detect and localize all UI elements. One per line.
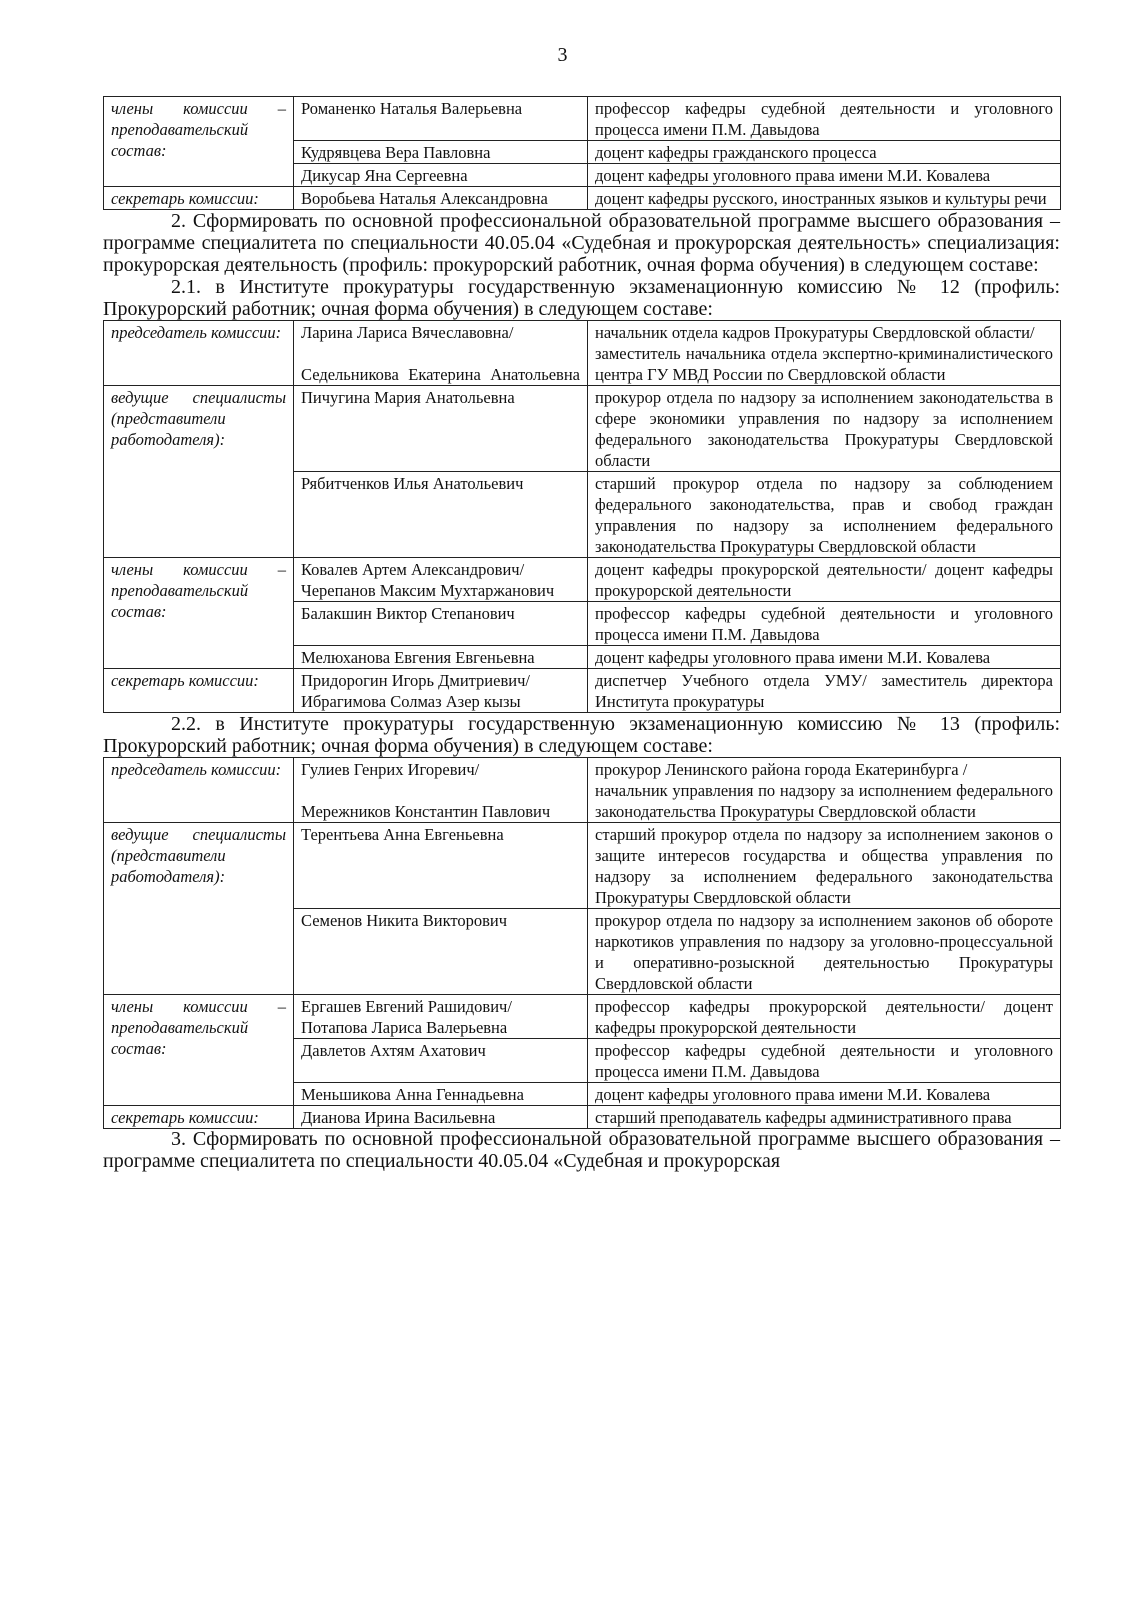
position-cell: прокурор отдела по надзору за исполнением законодательства в сфере экономики управления по надзору за исполнением федерального законодательства Прокуратуры Свердловской области (588, 386, 1061, 472)
table-row (104, 386, 1061, 472)
name-cell: Давлетов Ахтям Ахатович (294, 1039, 588, 1083)
commission-13-table (103, 757, 1061, 1129)
name-cell: Дикусар Яна Сергеевна (294, 164, 588, 187)
name-cell: Рябитченков Илья Анатольевич (294, 472, 588, 558)
role-cell: члены комиссии – преподавательский состав: (104, 995, 294, 1106)
role-cell: ведущие специалисты (представители работодателя): (104, 386, 294, 558)
role-cell: секретарь комиссии: (104, 669, 294, 713)
name-cell: Кудрявцева Вера Павловна (294, 141, 588, 164)
position-cell: диспетчер Учебного отдела УМУ/ заместитель директора Института прокуратуры (588, 669, 1061, 713)
chairman-name-primary: Гулиев Генрих Игоревич/ (301, 760, 480, 779)
position-cell: старший прокурор отдела по надзору за соблюдением федерального законодательства, прав и свобод граждан управления по надзору за исполнением федерального законодательства Прокуратуры Свердловской области (588, 472, 1061, 558)
name-cell: Мелюханова Евгения Евгеньевна (294, 646, 588, 669)
name-cell: Дианова Ирина Васильевна (294, 1106, 588, 1129)
position-cell: профессор кафедры прокурорской деятельности/ доцент кафедры прокурорской деятельности (588, 995, 1061, 1039)
chairman-name-primary: Ларина Лариса Вячеславовна/ (301, 323, 514, 342)
name-cell (294, 321, 588, 386)
table-row (104, 995, 1061, 1039)
table-row (104, 758, 1061, 823)
paragraph-2-1: 2.1. в Институте прокуратуры государственную экзаменационную комиссию № 12 (профиль: Прокурорский работник; очная форма обучения) в следующем составе: (103, 276, 1060, 320)
position-cell (588, 321, 1061, 386)
position-cell: доцент кафедры русского, иностранных языков и культуры речи (588, 187, 1061, 210)
name-cell: Ковалев Артем Александрович/ Черепанов Максим Мухтаржанович (294, 558, 588, 602)
document-body (103, 96, 1060, 1172)
table-row (104, 187, 1061, 210)
position-cell: доцент кафедры гражданского процесса (588, 141, 1061, 164)
position-cell: старший прокурор отдела по надзору за исполнением законов о защите интересов государства и общества управления по надзору за исполнением федерального законодательства Прокуратуры Свердловской области (588, 823, 1061, 909)
role-cell: члены комиссии – преподавательский состав: (104, 558, 294, 669)
position-cell: доцент кафедры прокурорской деятельности/ доцент кафедры прокурорской деятельности (588, 558, 1061, 602)
position-cell: профессор кафедры судебной деятельности и уголовного процесса имени П.М. Давыдова (588, 97, 1061, 141)
table-row (104, 558, 1061, 602)
name-cell (294, 758, 588, 823)
commission-table-continued (103, 96, 1061, 210)
table-row (104, 97, 1061, 141)
role-cell: председатель комиссии: (104, 321, 294, 386)
table-row (104, 321, 1061, 386)
position-cell: профессор кафедры судебной деятельности и уголовного процесса имени П.М. Давыдова (588, 602, 1061, 646)
role-cell: секретарь комиссии: (104, 187, 294, 210)
chairman-position-primary: начальник отдела кадров Прокуратуры Свердловской области/ (595, 323, 1035, 342)
name-cell: Балакшин Виктор Степанович (294, 602, 588, 646)
position-cell: доцент кафедры уголовного права имени М.И. Ковалева (588, 646, 1061, 669)
role-cell: секретарь комиссии: (104, 1106, 294, 1129)
position-cell: доцент кафедры уголовного права имени М.И. Ковалева (588, 164, 1061, 187)
chairman-position-alternate: начальник управления по надзору за исполнением федерального законодательства Прокуратуры Свердловской области (595, 781, 1053, 821)
page-number: 3 (557, 44, 568, 66)
name-cell: Терентьева Анна Евгеньевна (294, 823, 588, 909)
chairman-name-alternate: Мережников Константин Павлович (301, 802, 551, 821)
chairman-position-primary: прокурор Ленинского района города Екатеринбурга / (595, 760, 968, 779)
chairman-name-alternate: Седельникова Екатерина Анатольевна (301, 365, 580, 384)
name-cell: Меньшикова Анна Геннадьевна (294, 1083, 588, 1106)
name-cell: Пичугина Мария Анатольевна (294, 386, 588, 472)
table-row (104, 669, 1061, 713)
role-cell: ведущие специалисты (представители работодателя): (104, 823, 294, 995)
name-cell: Семенов Никита Викторович (294, 909, 588, 995)
commission-12-table (103, 320, 1061, 713)
role-cell: члены комиссии – преподавательский состав: (104, 97, 294, 187)
paragraph-2-2: 2.2. в Институте прокуратуры государственную экзаменационную комиссию № 13 (профиль: Прокурорский работник; очная форма обучения) в следующем составе: (103, 713, 1060, 757)
chairman-position-alternate: заместитель начальника отдела экспертно-криминалистического центра ГУ МВД России по Свердловской области (595, 344, 1053, 384)
name-cell: Воробьева Наталья Александровна (294, 187, 588, 210)
position-cell: старший преподаватель кафедры административного права (588, 1106, 1061, 1129)
position-cell: профессор кафедры судебной деятельности и уголовного процесса имени П.М. Давыдова (588, 1039, 1061, 1083)
role-cell: председатель комиссии: (104, 758, 294, 823)
paragraph-3: 3. Сформировать по основной профессиональной образовательной программе высшего образования – программе специалитета по специальности 40.05.04 «Судебная и прокурорская (103, 1128, 1060, 1172)
table-row (104, 1106, 1061, 1129)
name-cell: Ергашев Евгений Рашидович/ Потапова Лариса Валерьевна (294, 995, 588, 1039)
position-cell (588, 758, 1061, 823)
position-cell: доцент кафедры уголовного права имени М.И. Ковалева (588, 1083, 1061, 1106)
position-cell: прокурор отдела по надзору за исполнением законов об обороте наркотиков управления по надзору за уголовно-процессуальной и оперативно-розыскной деятельностью Прокуратуры Свердловской области (588, 909, 1061, 995)
name-cell: Романенко Наталья Валерьевна (294, 97, 588, 141)
table-row (104, 823, 1061, 909)
name-cell: Придорогин Игорь Дмитриевич/ Ибрагимова Солмаз Азер кызы (294, 669, 588, 713)
paragraph-2: 2. Сформировать по основной профессиональной образовательной программе высшего образования – программе специалитета по специальности 40.05.04 «Судебная и прокурорская деятельность» специализация: прокурорская деятельность (профиль: прокурорский работник, очная форма обучения) в следующем составе: (103, 210, 1060, 276)
